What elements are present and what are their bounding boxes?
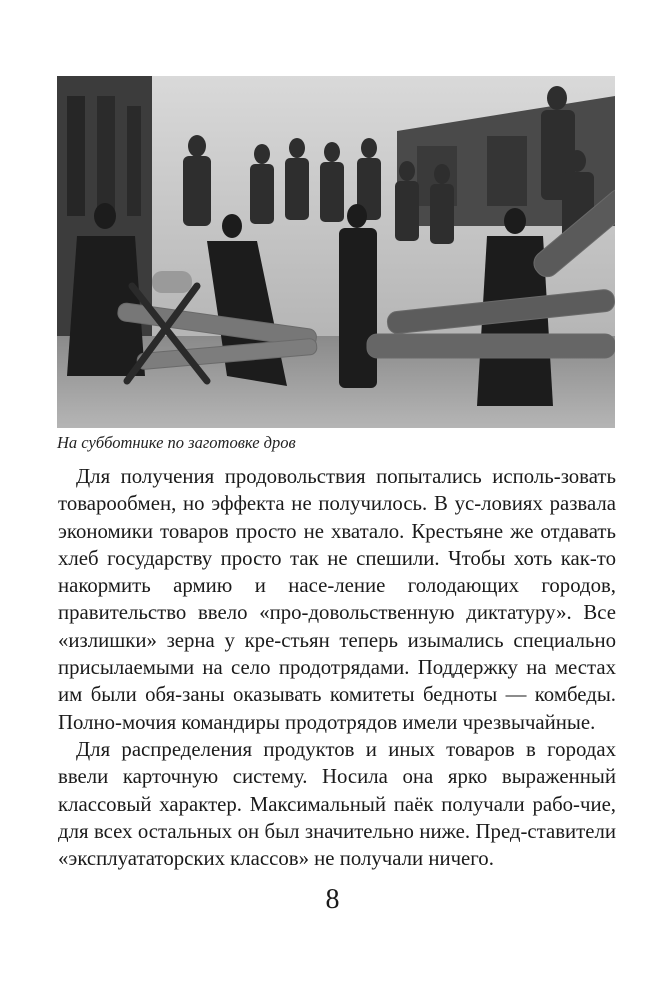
page-number: 8 [325,884,340,915]
paragraph-1: Для получения продовольствия попытались исполь-зовать товарообмен, но эффекта не получилось. В ус-ловиях развала экономики товаров просто не хватало. Крестьяне же отдавать хлеб государству просто так не спешили. Чтобы хоть как-то накормить армию и насе-ление голодающих городов, правительство ввело «про-довольственную диктатуру». Все «излишки» зерна у кре-стьян теперь изымались специально присылаемыми на село продотрядами. Поддержку на местах им были обя-заны оказывать комитеты бедноты — комбеды. Полно-мочия командиры продотрядов имели чрезвычайные. [58,465,616,734]
photo-caption: На субботнике по заготовке дров [57,433,296,452]
body-text [58,463,616,872]
paragraph-2: Для распределения продуктов и иных товаров в городах ввели карточную систему. Носила она ярко выраженный классовый характер. Максимальный паёк получали рабо-чие, для всех остальных он был значительно ниже. Пред-ставители «эксплуататорских классов» не получали ничего. [58,737,616,871]
historical-photo [57,76,615,428]
